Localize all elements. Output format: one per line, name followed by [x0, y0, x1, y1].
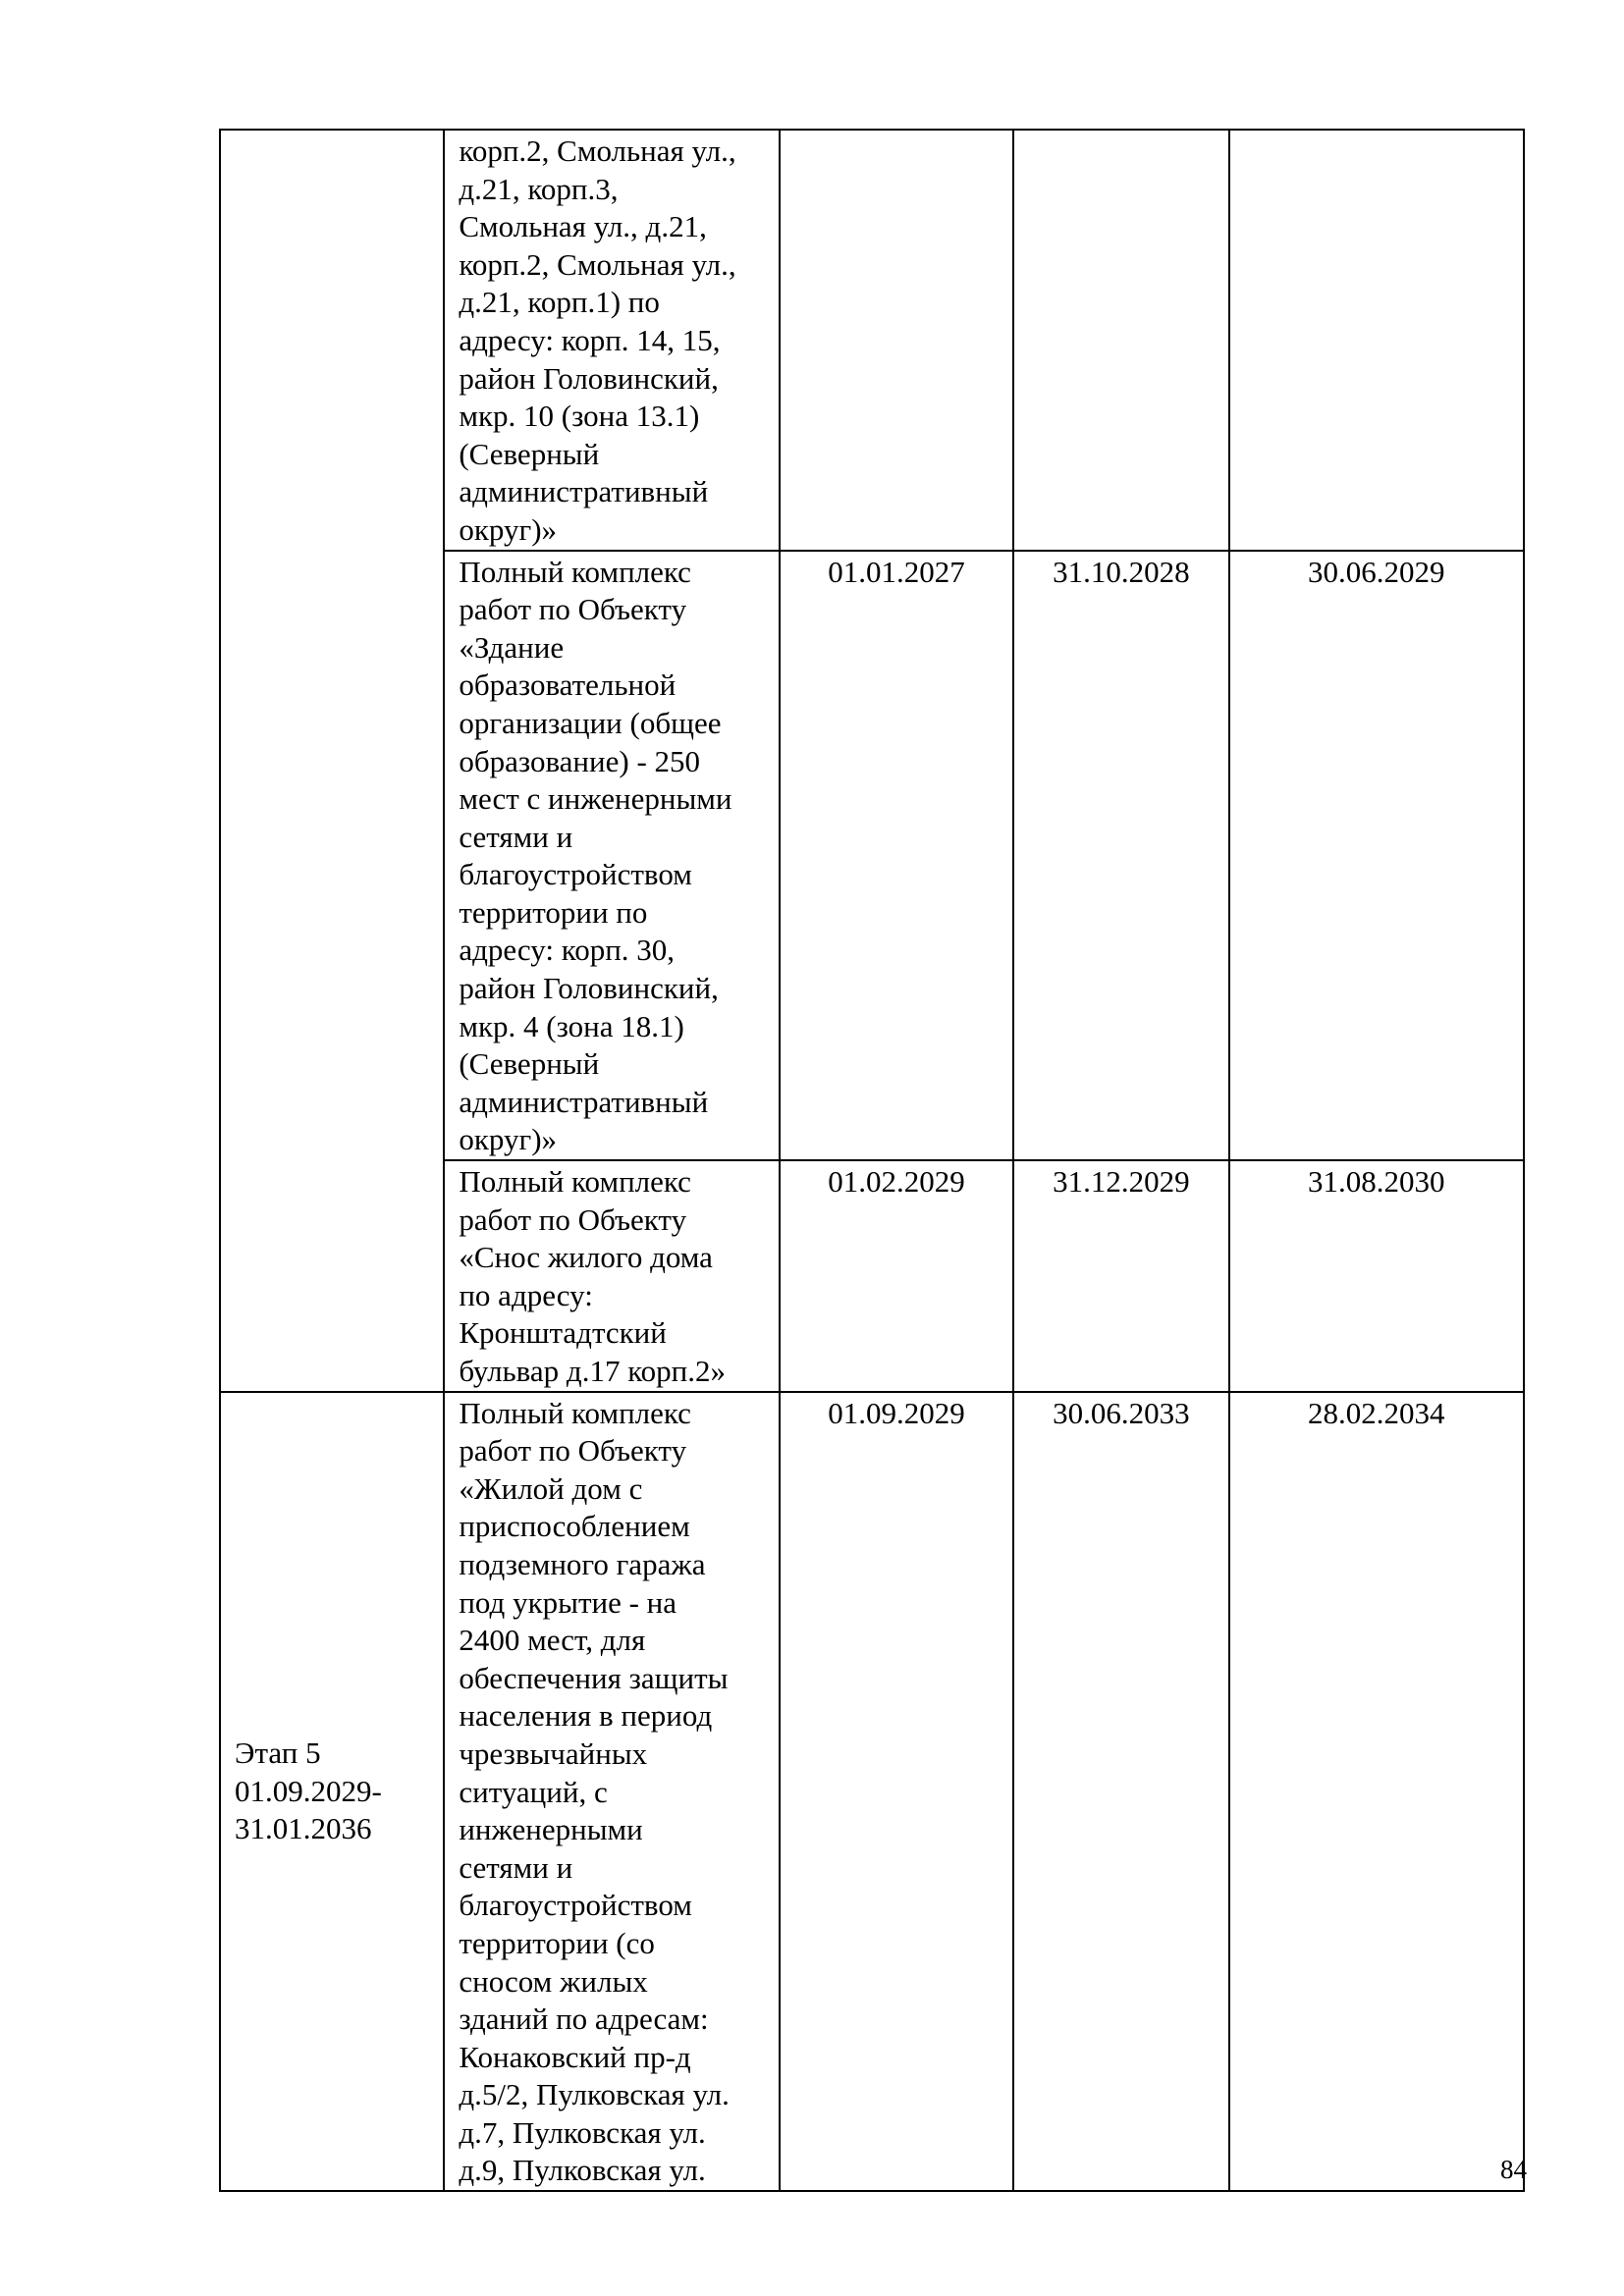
middle-date: 30.06.2033: [1013, 1392, 1228, 2191]
schedule-table: [219, 129, 1525, 2192]
table-row: [220, 130, 1524, 551]
start-date: [780, 130, 1013, 551]
work-description: Полный комплекс работ по Объекту «Здание образовательной организации (общее образование) - 250 мест с инженерными сетями и благоустройством территории по адресу: корп. 30, район Головинский, мкр. 4 (зона 18.1) (Северный административный округ)»: [444, 551, 780, 1161]
stage-cell-empty: [220, 130, 444, 1392]
end-date: 31.08.2030: [1229, 1160, 1524, 1392]
stage-title: Этап 5: [235, 1735, 321, 1770]
middle-date: 31.10.2028: [1013, 551, 1228, 1161]
table-row: [220, 1392, 1524, 2191]
stage-end: 31.01.2036: [235, 1811, 372, 1846]
work-description: Полный комплекс работ по Объекту «Жилой дом с приспособлением подземного гаража под укрытие - на 2400 мест, для обеспечения защиты населения в период чрезвычайных ситуаций, с инженерными сетями и благоустройством территории (со сносом жилых зданий по адресам: Конаковский пр-д д.5/2, Пулковская ул. д.7, Пулковская ул. д.9, Пулковская ул.: [444, 1392, 780, 2191]
middle-date: [1013, 130, 1228, 551]
stage-start: 01.09.2029-: [235, 1773, 382, 1808]
end-date: 28.02.2034: [1229, 1392, 1524, 2191]
end-date: [1229, 130, 1524, 551]
stage-cell: [220, 1392, 444, 2191]
work-description: корп.2, Смольная ул., д.21, корп.3, Смольная ул., д.21, корп.2, Смольная ул., д.21, корп.1) по адресу: корп. 14, 15, район Головинский, мкр. 10 (зона 13.1) (Северный административный округ)»: [444, 130, 780, 551]
page-number: 84: [1500, 2155, 1527, 2184]
start-date: 01.02.2029: [780, 1160, 1013, 1392]
end-date: 30.06.2029: [1229, 551, 1524, 1161]
middle-date: 31.12.2029: [1013, 1160, 1228, 1392]
start-date: 01.09.2029: [780, 1392, 1013, 2191]
work-description: Полный комплекс работ по Объекту «Снос жилого дома по адресу: Кронштадтский бульвар д.17 корп.2»: [444, 1160, 780, 1392]
start-date: 01.01.2027: [780, 551, 1013, 1161]
